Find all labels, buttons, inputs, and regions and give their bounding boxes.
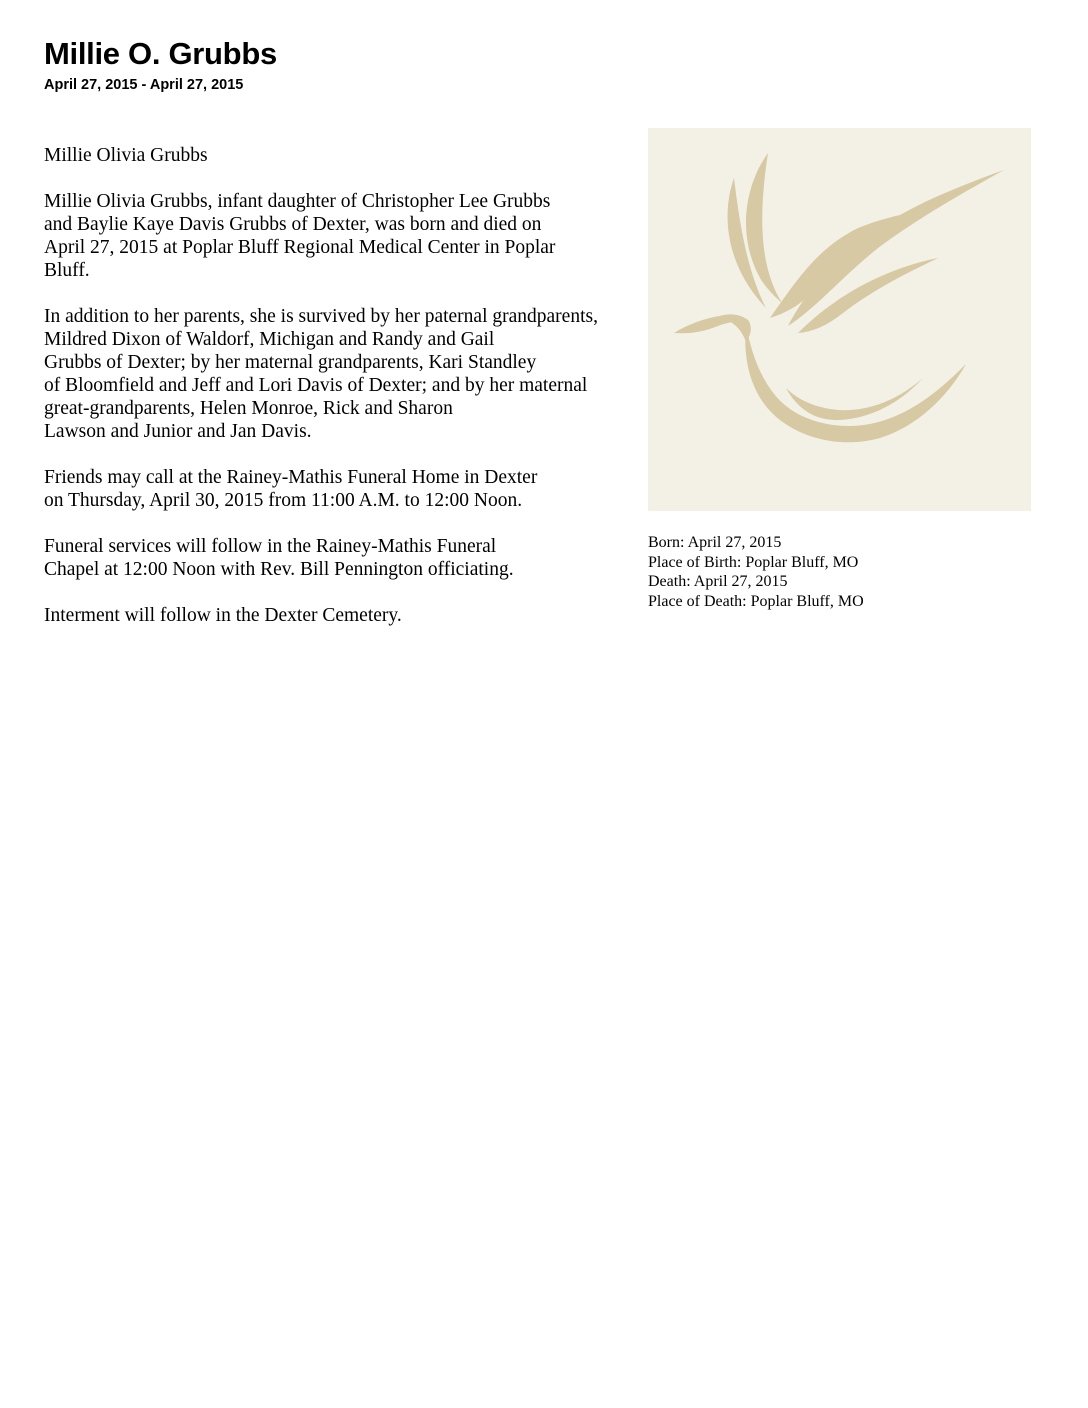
obituary-paragraph-survivors: In addition to her parents, she is survived by her paternal grandparents, Mildred Dixon of Waldorf, Michigan and Randy and Gail Grubbs of Dexter; by her maternal grandparents, Kari Standley of Bloomfield and Jeff and Lori Davis of Dexter; and by her maternal great-grandparents, Helen Monroe, Rick and Sharon Lawson and Junior and Jan Davis.: [44, 306, 598, 442]
place-of-death: Place of Death: Poplar Bluff, MO: [648, 592, 864, 610]
obituary-header: [44, 36, 604, 94]
obituary-paragraph-name: Millie Olivia Grubbs: [44, 145, 208, 166]
dove-icon: [648, 128, 1031, 511]
obituary-paragraph-services: Funeral services will follow in the Rainey-Mathis Funeral Chapel at 12:00 Noon with Rev. Bill Pennington officiating.: [44, 536, 514, 580]
obituary-paragraph-birth: Millie Olivia Grubbs, infant daughter of Christopher Lee Grubbs and Baylie Kaye Davis Grubbs of Dexter, was born and died on April 27, 2015 at Poplar Bluff Regional Medical Center in Poplar Bluff.: [44, 191, 556, 281]
obituary-paragraph-visitation: Friends may call at the Rainey-Mathis Funeral Home in Dexter on Thursday, April 30, 2015 from 11:00 A.M. to 12:00 Noon.: [44, 467, 538, 511]
vital-facts: [648, 533, 1028, 611]
death-date: Death: April 27, 2015: [648, 573, 788, 590]
born-date: Born: April 27, 2015: [648, 534, 782, 551]
obituary-paragraph-interment: Interment will follow in the Dexter Cemetery.: [44, 605, 402, 626]
place-of-birth: Place of Birth: Poplar Bluff, MO: [648, 553, 859, 571]
memorial-photo: [648, 128, 1031, 511]
page-title: Millie O. Grubbs: [44, 36, 277, 71]
obituary-text: [44, 144, 664, 650]
life-dates: April 27, 2015 - April 27, 2015: [44, 77, 244, 93]
